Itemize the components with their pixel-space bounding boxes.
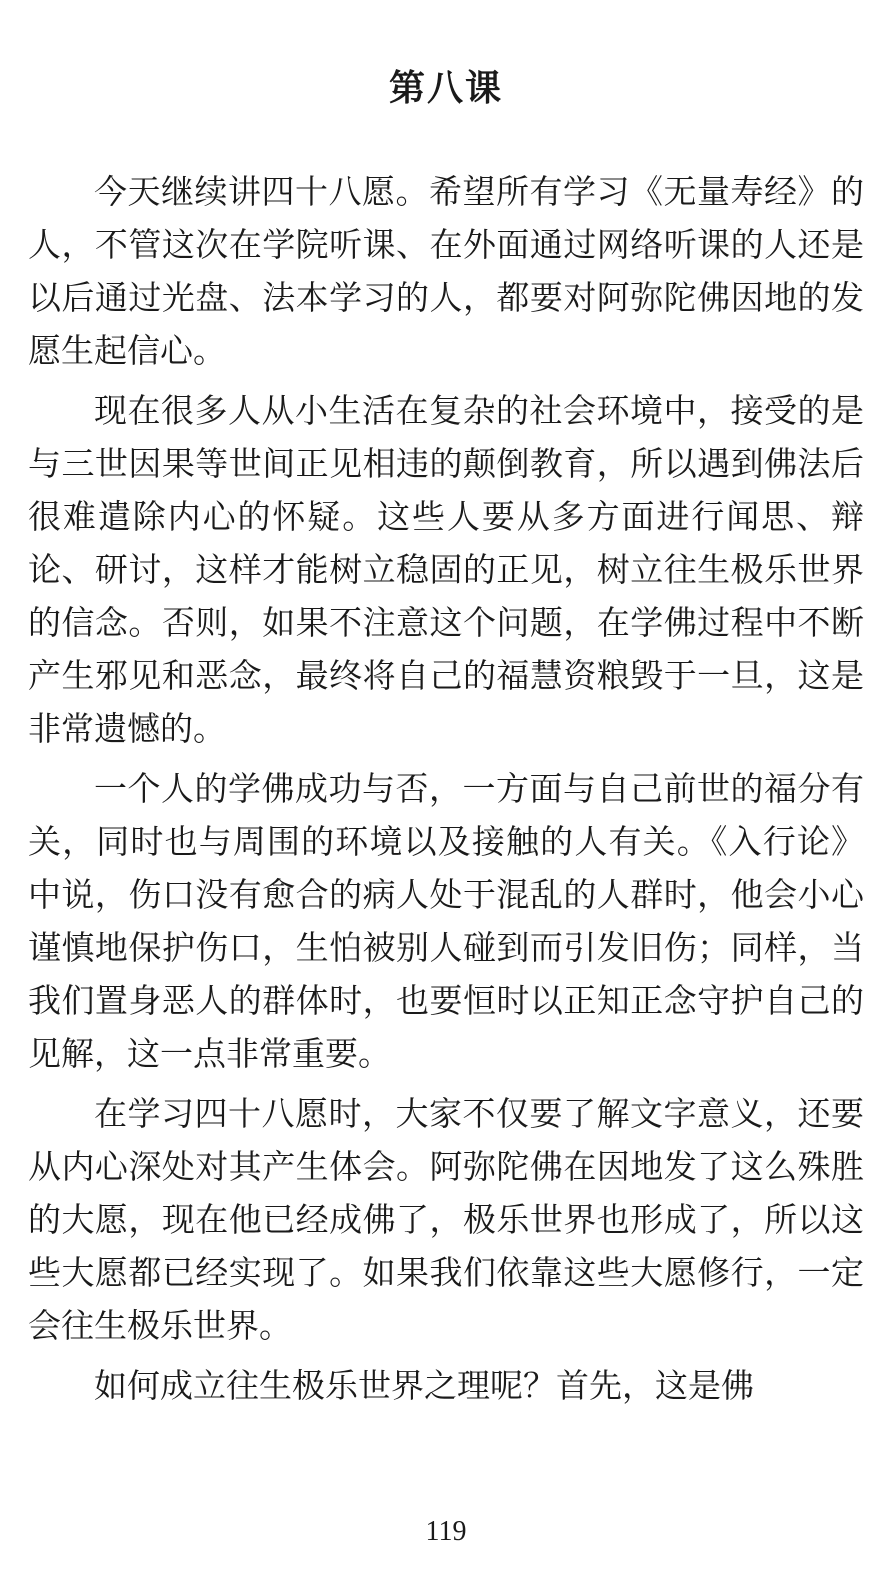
paragraph-3: 一个人的学佛成功与否，一方面与自己前世的福分有关，同时也与周围的环境以及接触的人有关。《入行论》中说，伤口没有愈合的病人处于混乱的人群时，他会小心谨慎地保护伤口，生怕被别人碰到而引发旧伤；同样，当我们置身恶人的群体时，也要恒时以正知正念守护自己的见解，这一点非常重要。 — [28, 769, 864, 1073]
paragraph-5: 如何成立往生极乐世界之理呢？首先，这是佛 — [94, 1366, 754, 1405]
page-number: 119 — [425, 1516, 467, 1547]
paragraph-2: 现在很多人从小生活在复杂的社会环境中，接受的是与三世因果等世间正见相违的颠倒教育，所以遇到佛法后很难遣除内心的怀疑。这些人要从多方面进行闻思、辩论、研讨，这样才能树立稳固的正见，树立往生极乐世界的信念。否则，如果不注意这个问题，在学佛过程中不断产生邪见和恶念，最终将自己的福慧资粮毁于一旦，这是非常遗憾的。 — [28, 391, 864, 748]
body-text — [28, 165, 864, 1419]
chapter-title: 第八课 — [388, 67, 503, 109]
paragraph-1: 今天继续讲四十八愿。希望所有学习《无量寿经》的人，不管这次在学院听课、在外面通过网络听课的人还是以后通过光盘、法本学习的人，都要对阿弥陀佛因地的发愿生起信心。 — [28, 172, 864, 370]
paragraph-4: 在学习四十八愿时，大家不仅要了解文字意义，还要从内心深处对其产生体会。阿弥陀佛在因地发了这么殊胜的大愿，现在他已经成佛了，极乐世界也形成了，所以这些大愿都已经实现了。如果我们依靠这些大愿修行，一定会往生极乐世界。 — [28, 1094, 864, 1345]
